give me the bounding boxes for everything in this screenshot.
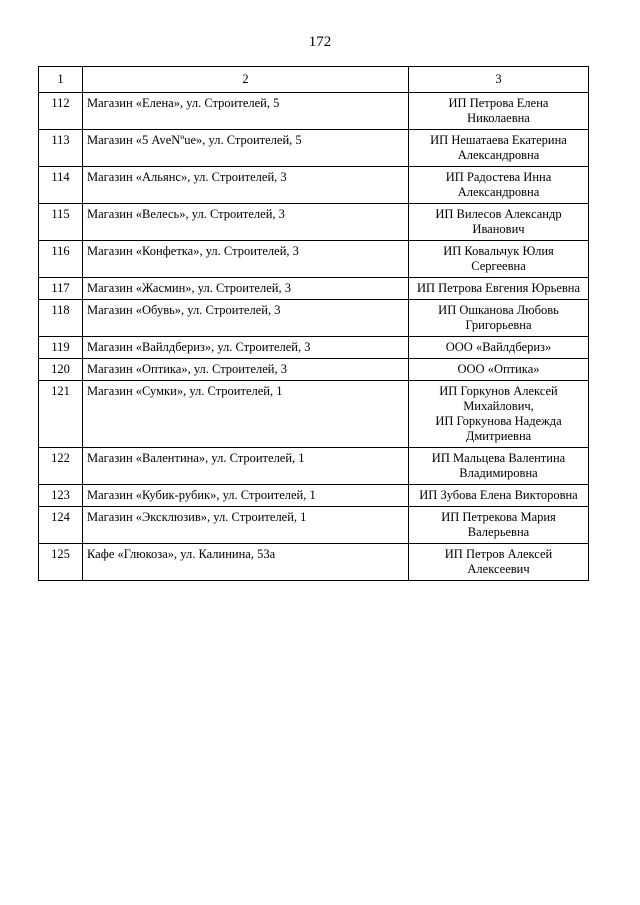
owner-line: Дмитриевна bbox=[465, 429, 532, 443]
row-number: 114 bbox=[39, 167, 83, 204]
owner-line: Александровна bbox=[457, 185, 540, 199]
row-number: 120 bbox=[39, 359, 83, 381]
table-row bbox=[39, 130, 589, 167]
establishment-name: Магазин «Кубик-рубик», ул. Строителей, 1 bbox=[83, 485, 409, 507]
establishment-name: Магазин «5 AveNºue», ул. Строителей, 5 bbox=[83, 130, 409, 167]
row-number: 117 bbox=[39, 278, 83, 300]
owner-line: Александровна bbox=[457, 148, 540, 162]
row-number: 121 bbox=[39, 381, 83, 448]
owner-cell bbox=[409, 337, 589, 359]
owner-line: ИП Зубова Елена Викторовна bbox=[419, 488, 578, 502]
owner-line: ИП Вилесов Александр bbox=[435, 207, 562, 221]
row-number: 115 bbox=[39, 204, 83, 241]
row-number: 119 bbox=[39, 337, 83, 359]
page-number: 172 bbox=[308, 34, 332, 50]
owner-line: ИП Петрекова Мария bbox=[441, 510, 556, 524]
owner-cell bbox=[409, 278, 589, 300]
owner-line: ИП Ошканова Любовь bbox=[438, 303, 559, 317]
owner-line: ИП Горкунова Надежда bbox=[435, 414, 562, 428]
table-row bbox=[39, 485, 589, 507]
row-number: 122 bbox=[39, 448, 83, 485]
owner-cell bbox=[409, 544, 589, 581]
table-row bbox=[39, 300, 589, 337]
table-row bbox=[39, 204, 589, 241]
table-header-row bbox=[39, 67, 589, 93]
owner-line: ИП Радостева Инна bbox=[445, 170, 552, 184]
owner-line: ИП Петров Алексей bbox=[444, 547, 553, 561]
table-row bbox=[39, 241, 589, 278]
table-row bbox=[39, 337, 589, 359]
owner-cell bbox=[409, 485, 589, 507]
column-header-owner: 3 bbox=[409, 67, 589, 93]
owner-cell bbox=[409, 300, 589, 337]
owner-cell bbox=[409, 381, 589, 448]
owner-cell bbox=[409, 359, 589, 381]
establishment-name: Магазин «Вайлдбериз», ул. Строителей, 3 bbox=[83, 337, 409, 359]
row-number: 125 bbox=[39, 544, 83, 581]
establishment-name: Магазин «Оптика», ул. Строителей, 3 bbox=[83, 359, 409, 381]
table-row bbox=[39, 167, 589, 204]
establishment-name: Магазин «Сумки», ул. Строителей, 1 bbox=[83, 381, 409, 448]
table-row bbox=[39, 93, 589, 130]
owner-line: Григорьевна bbox=[465, 318, 532, 332]
table-row bbox=[39, 359, 589, 381]
owner-line: ООО «Вайлдбериз» bbox=[445, 340, 552, 354]
owner-line: ООО «Оптика» bbox=[457, 362, 540, 376]
column-header-name: 2 bbox=[83, 67, 409, 93]
establishment-name: Магазин «Конфетка», ул. Строителей, 3 bbox=[83, 241, 409, 278]
table-row bbox=[39, 507, 589, 544]
owner-cell bbox=[409, 130, 589, 167]
registry-table bbox=[38, 66, 589, 581]
owner-line: ИП Ковальчук Юлия bbox=[443, 244, 554, 258]
establishment-name: Магазин «Эксклюзив», ул. Строителей, 1 bbox=[83, 507, 409, 544]
establishment-name: Магазин «Жасмин», ул. Строителей, 3 bbox=[83, 278, 409, 300]
row-number: 113 bbox=[39, 130, 83, 167]
owner-line: Михайлович, bbox=[463, 399, 534, 413]
owner-line: Сергеевна bbox=[471, 259, 526, 273]
table-body bbox=[39, 93, 589, 581]
owner-cell bbox=[409, 167, 589, 204]
establishment-name: Магазин «Велесь», ул. Строителей, 3 bbox=[83, 204, 409, 241]
owner-cell bbox=[409, 241, 589, 278]
establishment-name: Магазин «Альянс», ул. Строителей, 3 bbox=[83, 167, 409, 204]
establishment-name: Кафе «Глюкоза», ул. Калинина, 53а bbox=[83, 544, 409, 581]
owner-line: ИП Горкунов Алексей bbox=[439, 384, 558, 398]
table-row bbox=[39, 448, 589, 485]
owner-line: Иванович bbox=[472, 222, 525, 236]
owner-line: Владимировна bbox=[459, 466, 538, 480]
owner-cell bbox=[409, 204, 589, 241]
owner-line: ИП Мальцева Валентина bbox=[431, 451, 566, 465]
row-number: 118 bbox=[39, 300, 83, 337]
owner-line: Алексеевич bbox=[467, 562, 530, 576]
owner-line: Николаевна bbox=[467, 111, 530, 125]
owner-line: ИП Петрова Елена bbox=[448, 96, 549, 110]
table-row bbox=[39, 381, 589, 448]
table-row bbox=[39, 278, 589, 300]
establishment-name: Магазин «Обувь», ул. Строителей, 3 bbox=[83, 300, 409, 337]
owner-cell bbox=[409, 93, 589, 130]
owner-cell bbox=[409, 507, 589, 544]
table-row bbox=[39, 544, 589, 581]
row-number: 112 bbox=[39, 93, 83, 130]
establishment-name: Магазин «Елена», ул. Строителей, 5 bbox=[83, 93, 409, 130]
row-number: 123 bbox=[39, 485, 83, 507]
owner-line: ИП Нешатаева Екатерина bbox=[430, 133, 567, 147]
owner-line: ИП Петрова Евгения Юрьевна bbox=[416, 281, 581, 295]
row-number: 124 bbox=[39, 507, 83, 544]
owner-line: Валерьевна bbox=[467, 525, 530, 539]
row-number: 116 bbox=[39, 241, 83, 278]
establishment-name: Магазин «Валентина», ул. Строителей, 1 bbox=[83, 448, 409, 485]
owner-cell bbox=[409, 448, 589, 485]
column-header-number: 1 bbox=[39, 67, 83, 93]
